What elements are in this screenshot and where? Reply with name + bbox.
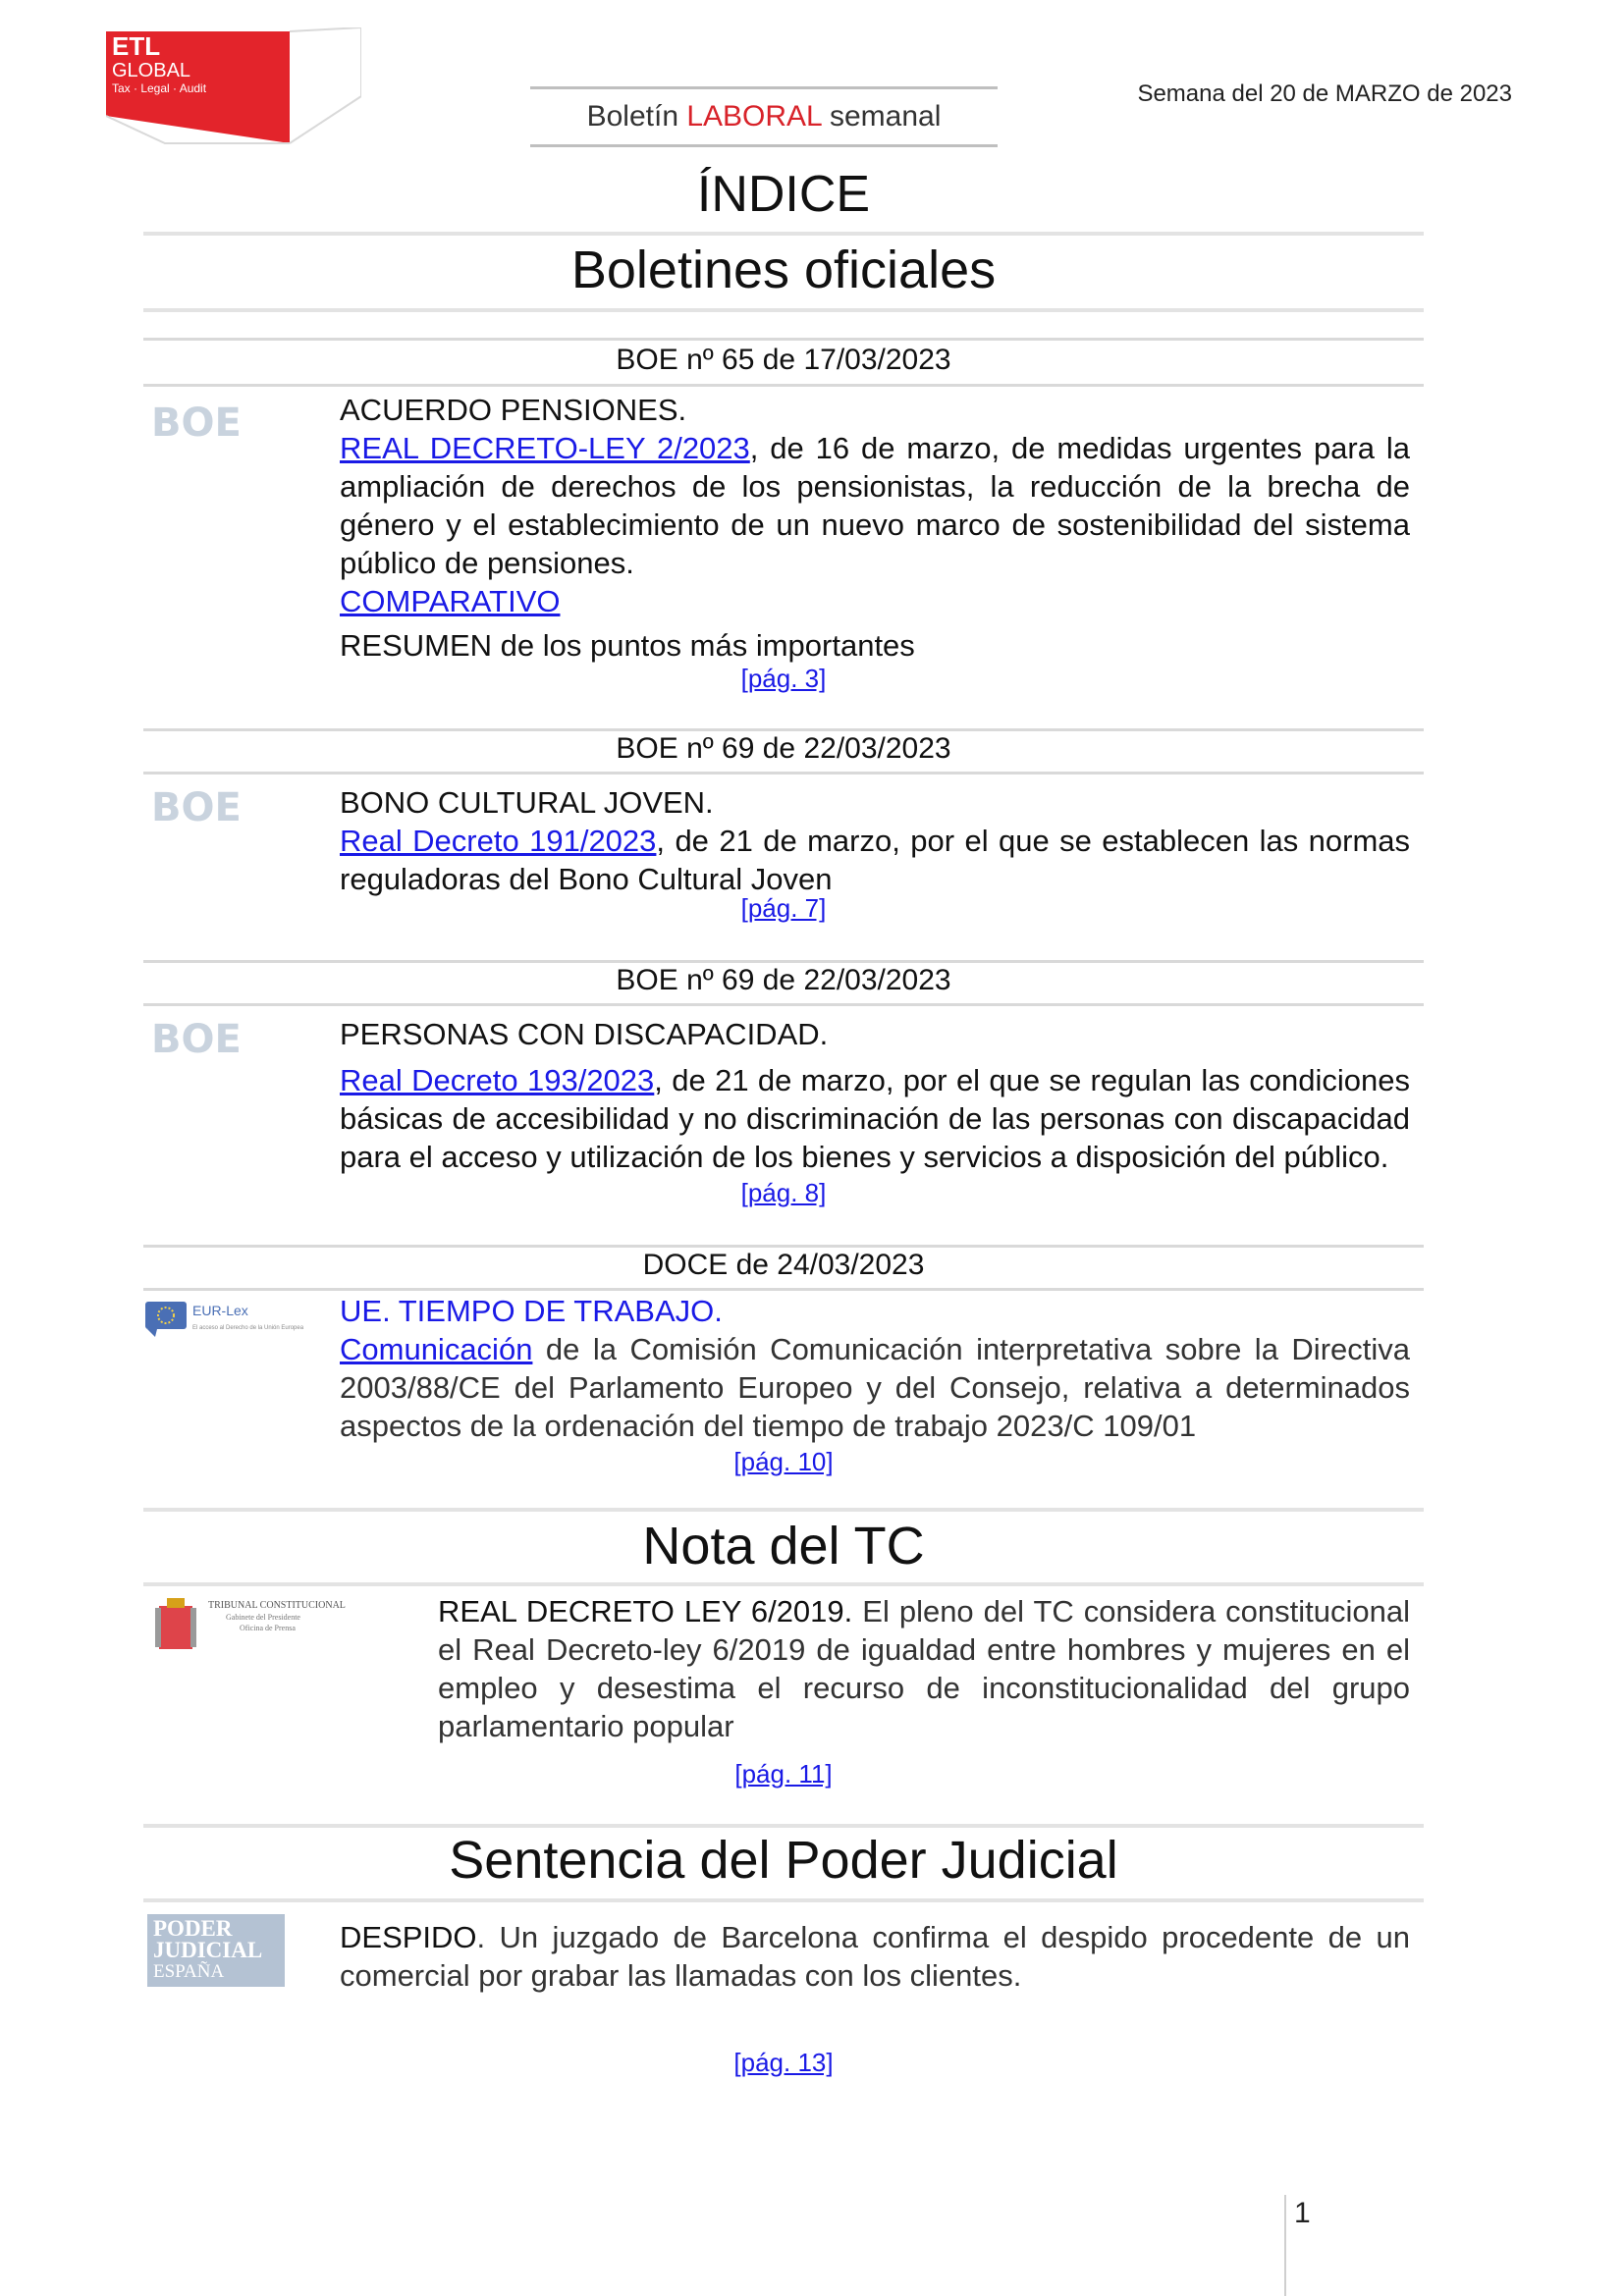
entry-text: , de 21 de marzo, por el que se regulan las condiciones básicas de accesibilidad y no discriminación de las personas con discapacidad para el acceso y utilización de los bienes y servicios a disposición del público. xyxy=(340,1063,1411,1174)
week-date: Semana del 20 de MARZO de 2023 xyxy=(1137,80,1512,107)
boe-logo-text: BOE xyxy=(151,402,242,442)
boe-logo-icon xyxy=(151,402,253,442)
comunicacion-link[interactable]: Comunicación xyxy=(340,1332,533,1366)
decree-link[interactable]: Real Decreto 193/2023 xyxy=(340,1063,655,1097)
etl-global-logo xyxy=(106,27,361,145)
decree-link[interactable]: REAL DECRETO-LEY 2/2023 xyxy=(340,431,750,465)
entry-text: , de 21 de marzo, por el que se establecen las normas reguladoras del Bono Cultural Joven xyxy=(340,824,1411,896)
tc-entry-lead: REAL DECRETO LEY 6/2019. xyxy=(438,1594,853,1629)
entry-body xyxy=(340,391,1410,665)
section-title-sentencia: Sentencia del Poder Judicial xyxy=(449,1831,1118,1890)
divider xyxy=(143,960,1424,963)
entry-source: BOE nº 65 de 17/03/2023 xyxy=(616,344,951,376)
divider xyxy=(143,1245,1424,1248)
entry-topic: BONO CULTURAL JOVEN. xyxy=(340,785,714,820)
resumen-text: RESUMEN de los puntos más importantes xyxy=(340,628,915,663)
page-number: 1 xyxy=(1294,2197,1311,2229)
entry-body xyxy=(340,1292,1410,1445)
divider xyxy=(143,1898,1424,1902)
page-ref xyxy=(143,1178,1424,1208)
entry-text: de la Comisión Comunicación interpretativa sobre la Directiva 2003/88/CE del Parlamento Europeo y del Consejo, relativa a determinados aspectos de la ordenación del tiempo de trabajo 2023/C 109/01 xyxy=(340,1332,1410,1443)
divider xyxy=(143,338,1424,341)
divider xyxy=(143,1003,1424,1006)
judicial-entry-text: . Un juzgado de Barcelona confirma el despido procedente de un comercial por grabar las llamadas con los clientes. xyxy=(340,1920,1410,1993)
divider xyxy=(143,1288,1424,1291)
entry-topic: ACUERDO PENSIONES. xyxy=(340,393,687,427)
divider xyxy=(143,772,1424,774)
boe-logo-icon xyxy=(151,787,253,827)
pj-logo-line: JUDICIAL xyxy=(153,1938,263,1962)
eur-lex-tagline: El acceso al Derecho de la Unión Europea xyxy=(192,1325,304,1331)
page-link[interactable]: [pág. 3] xyxy=(740,664,827,693)
tc-logo-title: TRIBUNAL CONSTITUCIONAL xyxy=(208,1600,346,1611)
entry-body xyxy=(340,1015,1410,1176)
page-ref xyxy=(143,1447,1424,1477)
judicial-entry-lead: DESPIDO xyxy=(340,1920,477,1954)
index-title: ÍNDICE xyxy=(696,166,871,223)
tc-entry-text: El pleno del TC considera constitucional el Real Decreto-ley 6/2019 de igualdad entre hombres y mujeres en el empleo y desestima el recurso de inconstitucionalidad del grupo parlamentario popular xyxy=(438,1594,1411,1743)
bulletin-title xyxy=(530,86,998,147)
entry-topic: UE. TIEMPO DE TRABAJO. xyxy=(340,1294,723,1328)
page-link[interactable]: [pág. 7] xyxy=(740,893,827,923)
svg-text:GLOBAL: GLOBAL xyxy=(112,60,191,81)
bulletin-suffix: semanal xyxy=(821,100,942,133)
entry-body xyxy=(340,783,1410,898)
bulletin-prefix: Boletín xyxy=(586,100,687,133)
page-ref xyxy=(143,664,1424,694)
tc-logo-sub1: Gabinete del Presidente xyxy=(226,1613,300,1622)
decree-link[interactable]: Real Decreto 191/2023 xyxy=(340,824,657,858)
tc-entry-body xyxy=(438,1592,1410,1745)
page-number-bar xyxy=(1284,2195,1286,2296)
poder-judicial-logo-icon xyxy=(147,1914,285,1987)
comparativo-link[interactable]: COMPARATIVO xyxy=(340,584,561,618)
tribunal-constitucional-logo-icon xyxy=(153,1588,379,1657)
boe-logo-icon xyxy=(151,1019,253,1058)
boe-logo-text: BOE xyxy=(151,787,242,827)
page-ref xyxy=(143,1759,1424,1789)
divider xyxy=(143,384,1424,387)
page-link[interactable]: [pág. 13] xyxy=(733,2048,834,2077)
page-ref xyxy=(143,2048,1424,2078)
divider xyxy=(143,1582,1424,1586)
pj-logo-line: ESPAÑA xyxy=(153,1961,225,1982)
entry-text: , de 16 de marzo, de medidas urgentes para la ampliación de derechos de los pensionistas, la reducción de la brecha de género y el establecimiento de un nuevo marco de sostenibilidad del sistema público de pensiones. xyxy=(340,431,1411,580)
page-link[interactable]: [pág. 10] xyxy=(733,1447,834,1476)
page-ref xyxy=(143,893,1424,924)
eur-lex-name: EUR-Lex xyxy=(192,1303,248,1318)
divider xyxy=(143,308,1424,312)
entry-source: BOE nº 69 de 22/03/2023 xyxy=(616,964,951,996)
divider xyxy=(143,728,1424,731)
divider xyxy=(143,1824,1424,1828)
section-title-boletines: Boletines oficiales xyxy=(570,240,997,299)
pj-logo-line: PODER xyxy=(153,1916,233,1941)
svg-text:ETL: ETL xyxy=(112,31,161,61)
section-title-nota-tc: Nota del TC xyxy=(642,1517,925,1575)
bulletin-accent: LABORAL xyxy=(686,100,822,133)
divider xyxy=(143,1508,1424,1512)
tc-logo-sub2: Oficina de Prensa xyxy=(240,1624,296,1632)
entry-topic: PERSONAS CON DISCAPACIDAD. xyxy=(340,1017,829,1051)
judicial-entry-body xyxy=(340,1918,1410,1995)
boe-logo-text: BOE xyxy=(151,1019,242,1058)
page-link[interactable]: [pág. 11] xyxy=(734,1759,833,1789)
page-link[interactable]: [pág. 8] xyxy=(740,1178,827,1207)
entry-source: BOE nº 69 de 22/03/2023 xyxy=(616,732,951,765)
svg-text:Tax · Legal · Audit: Tax · Legal · Audit xyxy=(112,81,207,95)
divider xyxy=(143,232,1424,236)
entry-source: DOCE de 24/03/2023 xyxy=(642,1249,925,1281)
eur-lex-logo-icon xyxy=(143,1298,320,1341)
